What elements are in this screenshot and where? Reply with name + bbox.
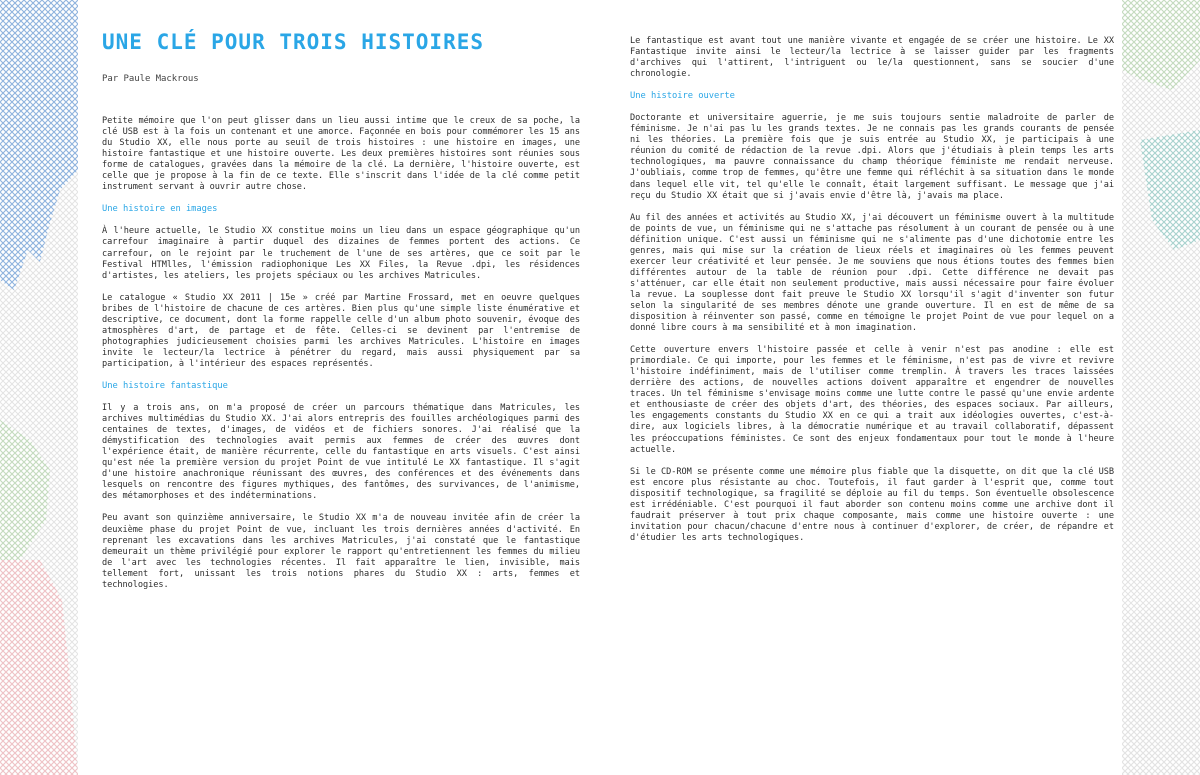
cross-stitch-border-left — [0, 0, 78, 775]
cross-stitch-border-right — [1122, 0, 1200, 775]
paragraph: Le catalogue « Studio XX 2011 | 15e » créé par Martine Frossard, met en oeuvre quelques bribes de l'histoire de chacune de ces artères. Bien plus qu'une simple liste énumérative et descriptive, ce document, dont la forme rappelle celle d'un album photo souvenir, évoque des atmosphères d'art, de partage et de fête. Celles-ci se devinent par l'entremise de photographies judicieusement choisies parmi les archives Matricules. L'histoire en images invite le lecteur/la lectrice à pénétrer du regard, mais aussi physiquement par sa participation, à l'intérieur des espaces représentés. — [102, 292, 580, 369]
paragraph: Le fantastique est avant tout une manière vivante et engagée de se créer une histoire. Le XX Fantastique invite ainsi le lecteur/la lectrice à se laisser guider par les fragments d'archives qui l'attirent, l'intriguent ou le/la questionnent, sans se soucier d'une chronologie. — [630, 36, 1114, 80]
section-heading-ouverte: Une histoire ouverte — [630, 91, 735, 102]
paragraph: Doctorante et universitaire aguerrie, je me suis toujours sentie maladroite de parler de féminisme. Je n'ai pas lu les grands textes. Je ne connais pas les grands courants de pensée ni les théories. La première fois que je suis entrée au Studio XX, je participais à une réunion du comité de rédaction de la revue .dpi. Alors que j'étudiais à plein temps les arts technologiques, ma pauvre connaissance du champ théorique féministe me rendait nerveuse. J'oubliais, comme trop de femmes, qu'être une femme qui réfléchit à sa situation dans le monde dans lequel elle vit, tel qu'elle le connaît, était largement suffisant. Le message que j'ai reçu du Studio XX était que si j'avais envie d'être là, j'avais ma place. — [630, 113, 1114, 201]
section-heading-fantastique: Une histoire fantastique — [102, 380, 228, 391]
paragraph: Si le CD-ROM se présente comme une mémoire plus fiable que la disquette, on dit que la clé USB est encore plus résistante au choc. Toutefois, il faut garder à l'esprit que, comme tout dispositif technologique, sa fragilité se déploie au fil du temps. Son éventuelle obsolescence est irrédéniable. C'est pourquoi il faut aborder son contenu moins comme une archive dont il faudrait préserver à tout prix chaque composante, mais comme une histoire ouverte : une invitation pour chacun/chacune d'entre nous à continuer d'explorer, de créer, de répandre et d'étudier les arts technologiques. — [630, 466, 1114, 543]
left-column — [102, 30, 580, 602]
article-spread — [78, 0, 1122, 775]
right-column — [630, 36, 1114, 555]
paragraph: Au fil des années et activités au Studio XX, j'ai découvert un féminisme ouvert à la multitude de points de vue, un féminisme qui ne s'attache pas résolument à un courant de pensée ou à une définition unique. C'est aussi un féminisme qui ne s'alimente pas d'une dichotomie entre les genres, mais qui mise sur la création de lieux réels et imaginaires où les femmes peuvent exercer leur créativité et leur pensée. Je me souviens que nous étions toutes des femmes bien différentes autour de la table de réunion pour .dpi. Cette différence ne devait pas s'atténuer, car elle était non seulement productive, mais aussi nécessaire pour faire évoluer la revue. La souplesse dont fait preuve le Studio XX lorsqu'il s'agit d'inventer son futur selon la singularité de ses membres dénote une grande ouverture. Il en est de même de sa disposition à réinventer son passé, comme en témoigne le projet Point de vue pour lequel on a donné libre cours à ma sensibilité et à mon imagination. — [630, 212, 1114, 334]
paragraph: Peu avant son quinzième anniversaire, le Studio XX m'a de nouveau invitée afin de créer la deuxième phase du projet Point de vue, incluant les trois dernières années d'activité. En reprenant les excavations dans les archives Matricules, j'ai constaté que le fantastique demeurait un thème privilégié pour explorer le rapport qu'entretiennent les femmes du milieu de l'art avec les technologies récentes. Il fait apparaître le lien, invisible, mais tellement fort, unissant les trois notions phares du Studio XX : arts, femmes et technologies. — [102, 513, 580, 590]
section-heading-images: Une histoire en images — [102, 204, 218, 215]
article-title: UNE CLÉ POUR TROIS HISTOIRES — [102, 30, 485, 54]
paragraph: À l'heure actuelle, le Studio XX constitue moins un lieu dans un espace géographique qu'un carrefour imaginaire à partir duquel des dizaines de femmes portent des actions. Ce carrefour, on le rejoint par le truchement de l'une de ses artères, que ce soit par le Festival HTMlles, l'émission radiophonique Les XX Files, la Revue .dpi, les résidences d'artistes, les ateliers, les projets spéciaux ou les archives Matricules. — [102, 226, 580, 281]
paragraph: Cette ouverture envers l'histoire passée et celle à venir n'est pas anodine : elle est primordiale. Ce qui importe, pour les femmes et le féminisme, n'est pas de vivre et revivre l'histoire indéfiniment, mais de l'utiliser comme tremplin. À travers les traces laissées derrière des actions, de nouvelles actions doivent apparaître et engendrer de nouvelles traces. Un tel féminisme s'envisage moins comme une lutte contre le passé qu'une envie ardente et enthousiaste de créer des objets d'art, des théories, des espaces sociaux. Par ailleurs, les engagements constants du Studio XX en ce qui a trait aux idéologies ouvertes, c'est-à-dire, aux logiciels libres, à la démocratie numérique et au travail collaboratif, dépassent les préoccupations féministes. Ce sont des enjeux fondamentaux pour tout le monde à l'heure actuelle. — [630, 345, 1114, 455]
byline: Par Paule Mackrous — [102, 74, 199, 84]
paragraph: Il y a trois ans, on m'a proposé de créer un parcours thématique dans Matricules, les archives multimédias du Studio XX. J'ai alors entrepris des fouilles archéologiques parmi des centaines de textes, d'images, de vidéos et de fichiers sonores. J'ai réalisé que la démystification des technologies avait permis aux femmes de créer des œuvres dont l'expérience était, de manière récurrente, celle du fantastique en arts visuels. C'est ainsi qu'est née la première version du projet Point de vue intitulé Le XX fantastique. Il s'agit d'une histoire anachronique réunissant des œuvres, des conférences et des événements dans lesquels on rencontre des figures mythiques, des fantômes, des survivances, de l'animisme, des métamorphoses et des indéterminations. — [102, 403, 580, 502]
intro-paragraph: Petite mémoire que l'on peut glisser dans un lieu aussi intime que le creux de sa poche, la clé USB est à la fois un contenant et une amorce. Façonnée en bois pour commémorer les 15 ans du Studio XX, elle nous porte au seuil de trois histoires : une histoire en images, une histoire fantastique et une histoire ouverte. Les deux premières histoires sont réunies sous forme de catalogues, gravées dans la mémoire de la clé. La dernière, l'histoire ouverte, est celle que je propose à la fin de ce texte. Elle s'inscrit dans l'idée de la clé comme petit instrument servant à ouvrir autre chose. — [102, 116, 580, 193]
